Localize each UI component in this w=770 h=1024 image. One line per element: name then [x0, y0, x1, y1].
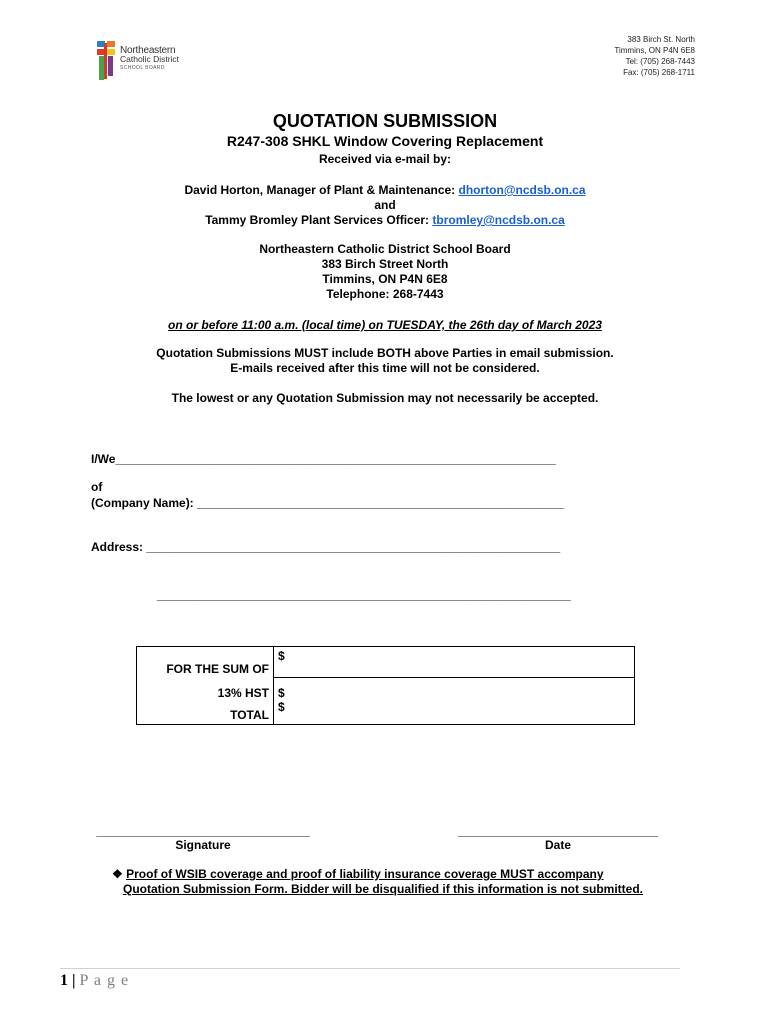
address-line: Timmins, ON P4N 6E8 — [614, 46, 695, 55]
iwe-field[interactable]: I/We__________________________________________________________________ — [91, 452, 556, 466]
contact-2-text: Tammy Bromley Plant Services Officer: — [205, 213, 433, 227]
table-row — [137, 647, 635, 678]
proof-notice — [112, 867, 692, 897]
page-separator: | — [68, 972, 80, 989]
dollar-sign: $ — [278, 686, 285, 700]
sum-amount-cell[interactable] — [274, 647, 635, 678]
signature-line[interactable]: ________________________________ — [96, 824, 310, 838]
board-logo — [96, 40, 196, 82]
proof-line-2: Quotation Submission Form. Bidder will be disqualified if this information is not submitted. — [123, 882, 644, 896]
notice-both-parties: Quotation Submissions MUST include BOTH above Parties in email submission. — [156, 346, 614, 360]
page-title: QUOTATION SUBMISSION — [272, 111, 498, 131]
dollar-sign: $ — [278, 700, 285, 714]
notice-late-emails: E-mails received after this time will not be considered. — [230, 361, 540, 375]
contact-1-text: David Horton, Manager of Plant & Maintenance: — [184, 183, 459, 197]
sum-table — [136, 646, 635, 725]
board-street: 383 Birch Street North — [321, 257, 449, 271]
company-name-field[interactable]: (Company Name): _______________________________________________________ — [91, 496, 565, 510]
total-label: TOTAL — [230, 707, 269, 722]
logo-line-3: SCHOOL BOARD — [120, 65, 165, 71]
table-row — [137, 678, 635, 725]
contact-1 — [0, 183, 770, 198]
contact-2 — [0, 213, 770, 228]
for-the-sum-label: FOR THE SUM OF — [137, 647, 274, 678]
dollar-sign: $ — [278, 649, 285, 663]
address-line: 383 Birch St. North — [627, 35, 695, 44]
received-line: Received via e-mail by: — [318, 152, 452, 166]
hst-total-amount-cell[interactable] — [274, 678, 635, 725]
address-field[interactable]: Address: ______________________________________________________________ — [91, 540, 561, 554]
address-line: Fax: (705) 268-1711 — [623, 68, 695, 77]
logo-line-2: Catholic District — [120, 54, 180, 64]
page-number-value: 1 — [60, 972, 68, 989]
email-link-bromley[interactable]: tbromley@ncdsb.on.ca — [432, 213, 565, 227]
page-subtitle: R247-308 SHKL Window Covering Replacement — [226, 133, 544, 149]
signature-block — [90, 824, 316, 852]
email-link-horton[interactable]: dhorton@ncdsb.on.ca — [458, 183, 586, 197]
logo-line-1: Northeastern — [120, 45, 176, 56]
hst-total-labels — [137, 678, 274, 725]
of-label: of — [91, 480, 103, 494]
page-number — [60, 972, 129, 990]
header-address — [614, 34, 695, 78]
cross-logo-icon — [96, 40, 118, 82]
notice-lowest: The lowest or any Quotation Submission may not necessarily be accepted. — [171, 391, 599, 405]
and-text: and — [374, 198, 396, 212]
board-phone: Telephone: 268-7443 — [326, 287, 444, 301]
board-city: Timmins, ON P4N 6E8 — [322, 272, 448, 286]
address-line: Tel: (705) 268-7443 — [625, 57, 695, 66]
date-block — [452, 824, 664, 852]
date-line[interactable]: ______________________________ — [457, 824, 659, 838]
signature-label: Signature — [175, 838, 231, 852]
footer-divider — [60, 968, 680, 969]
page-word: P a g e — [79, 972, 130, 989]
deadline-text: on or before 11:00 a.m. (local time) on TUESDAY, the 26th day of March 2023 — [168, 318, 602, 332]
address-field-line-2[interactable]: ______________________________________________________________ — [157, 588, 571, 602]
hst-label: 13% HST — [217, 685, 269, 700]
proof-line-1: Proof of WSIB coverage and proof of liability insurance coverage MUST accompany — [126, 867, 604, 881]
diamond-bullet-icon: ❖ — [112, 867, 123, 881]
board-name: Northeastern Catholic District School Board — [259, 242, 511, 256]
date-label: Date — [544, 838, 571, 852]
